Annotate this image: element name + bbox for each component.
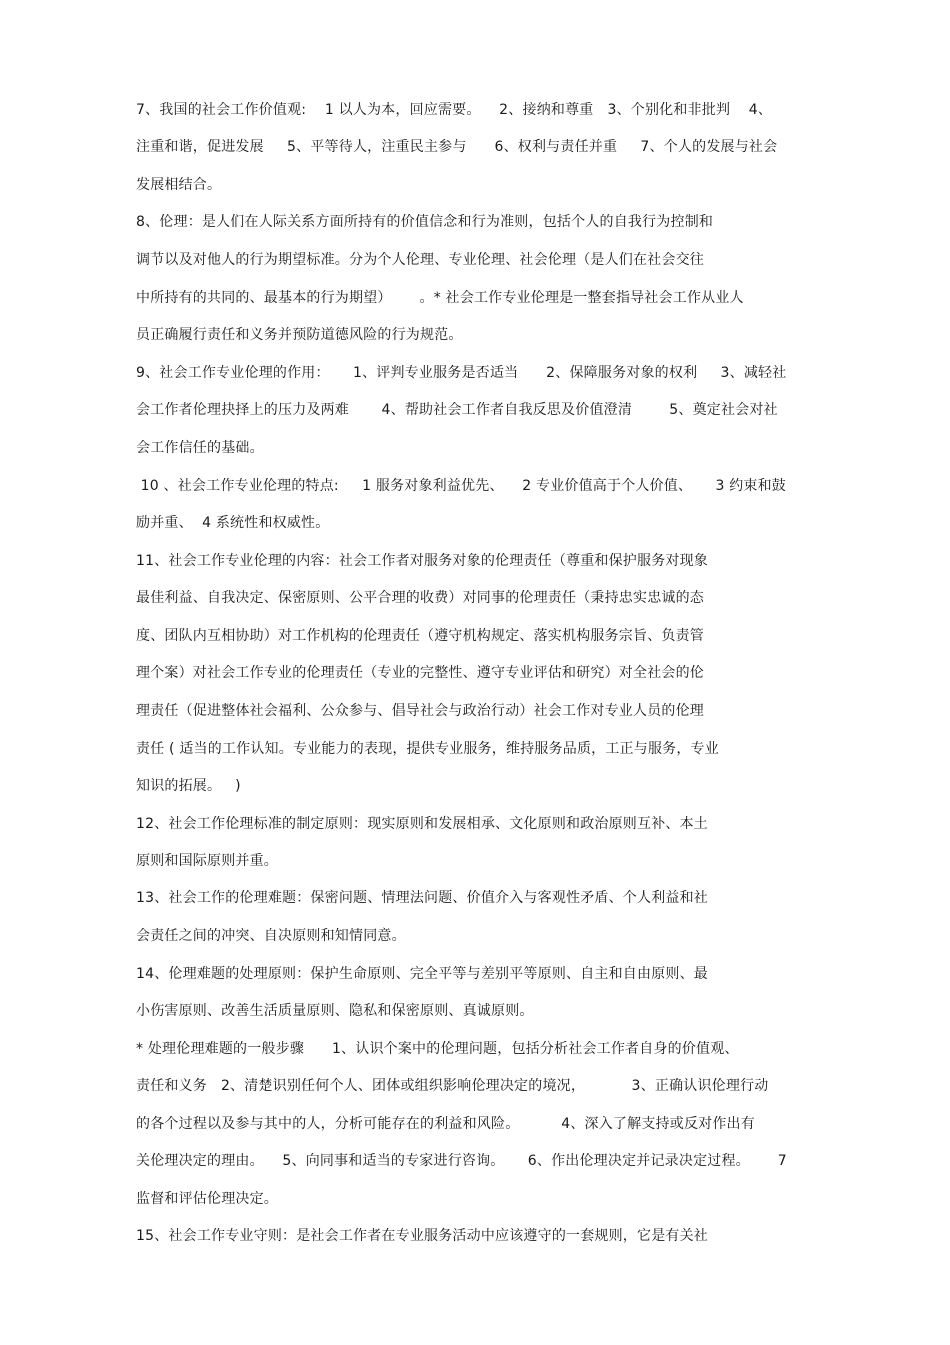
text-line: 监督和评估伦理决定。 — [136, 1191, 278, 1207]
text-line: 15、社会工作专业守则：是社会工作者在专业服务活动中应该遵守的一套规则，它是有关社 — [136, 1228, 709, 1244]
text-line: 发展相结合。 — [136, 177, 222, 193]
text-line: 最佳利益、自我决定、保密原则、公平合理的收费）对同事的伦理责任（秉持忠实忠诚的态 — [136, 590, 704, 606]
text-line: 8、伦理：是人们在人际关系方面所持有的价值信念和行为准则，包括个人的自我行为控制和 — [136, 214, 714, 230]
text-line: 12、社会工作伦理标准的制定原则：现实原则和发展相承、文化原则和政治原则互补、本土 — [136, 816, 709, 832]
text-line: 中所持有的共同的、最基本的行为期望） 。* 社会工作专业伦理是一整套指导社会工作从业人 — [136, 290, 744, 306]
text-line: 度、团队内互相协助）对工作机构的伦理责任（遵守机构规定、落实机构服务宗旨、负责管 — [136, 628, 704, 644]
text-line: 小伤害原则、改善生活质量原则、隐私和保密原则、真诚原则。 — [136, 1003, 534, 1019]
text-line: 员正确履行责任和义务并预防道德风险的行为规范。 — [136, 327, 463, 343]
text-line: 会工作信任的基础。 — [136, 440, 264, 456]
text-line: 10 、社会工作专业伦理的特点: 1 服务对象利益优先、 2 专业价值高于个人价值、 3 约束和鼓 — [136, 478, 787, 494]
text-line: 13、社会工作的伦理难题：保密问题、情理法问题、价值介入与客观性矛盾、个人利益和社 — [136, 890, 709, 906]
text-line: 责任和义务 2、清楚识别任何个人、团体或组织影响伦理决定的境况， 3、正确认识伦理行动 — [136, 1078, 769, 1094]
text-line: * 处理伦理难题的一般步骤 1、认识个案中的伦理问题，包括分析社会工作者自身的价值观、 — [136, 1041, 739, 1057]
text-line: 理个案）对社会工作专业的伦理责任（专业的完整性、遵守专业评估和研究）对全社会的伦 — [136, 665, 704, 681]
text-line: 会责任之间的冲突、自决原则和知情同意。 — [136, 928, 406, 944]
text-line: 知识的拓展。 ) — [136, 778, 241, 794]
text-line: 调节以及对他人的行为期望标准。分为个人伦理、专业伦理、社会伦理（是人们在社会交往 — [136, 252, 704, 268]
text-line: 原则和国际原则并重。 — [136, 853, 278, 869]
text-line: 责任 ( 适当的工作认知。专业能力的表现，提供专业服务，维持服务品质，工正与服务，专业 — [136, 741, 719, 757]
text-line: 7、我国的社会工作价值观: 1 以人为本，回应需要。 2、接纳和尊重 3、个别化和非批判 4、 — [136, 102, 773, 118]
text-line: 励并重、 4 系统性和权威性。 — [136, 515, 330, 531]
text-line: 14、伦理难题的处理原则：保护生命原则、完全平等与差别平等原则、自主和自由原则、最 — [136, 966, 709, 982]
text-line: 11、社会工作专业伦理的内容：社会工作者对服务对象的伦理责任（尊重和保护服务对现象 — [136, 553, 709, 569]
text-line: 会工作者伦理抉择上的压力及两难 4、帮助社会工作者自我反思及价值澄清 5、奠定社会对社 — [136, 402, 778, 418]
text-line: 关伦理决定的理由。 5、向同事和适当的专家进行咨询。 6、作出伦理决定并记录决定过程。 7 — [136, 1153, 787, 1169]
text-line: 注重和谐，促进发展 5、平等待人，注重民主参与 6、权利与责任并重 7、个人的发展与社会 — [136, 139, 778, 155]
text-line: 理责任（促进整体社会福利、公众参与、倡导社会与政治行动）社会工作对专业人员的伦理 — [136, 703, 704, 719]
text-line: 9、社会工作专业伦理的作用： 1、评判专业服务是否适当 2、保障服务对象的权利 3、减轻社 — [136, 365, 787, 381]
text-line: 的各个过程以及参与其中的人，分析可能存在的利益和风险。 4、深入了解支持或反对作出有 — [136, 1116, 755, 1132]
